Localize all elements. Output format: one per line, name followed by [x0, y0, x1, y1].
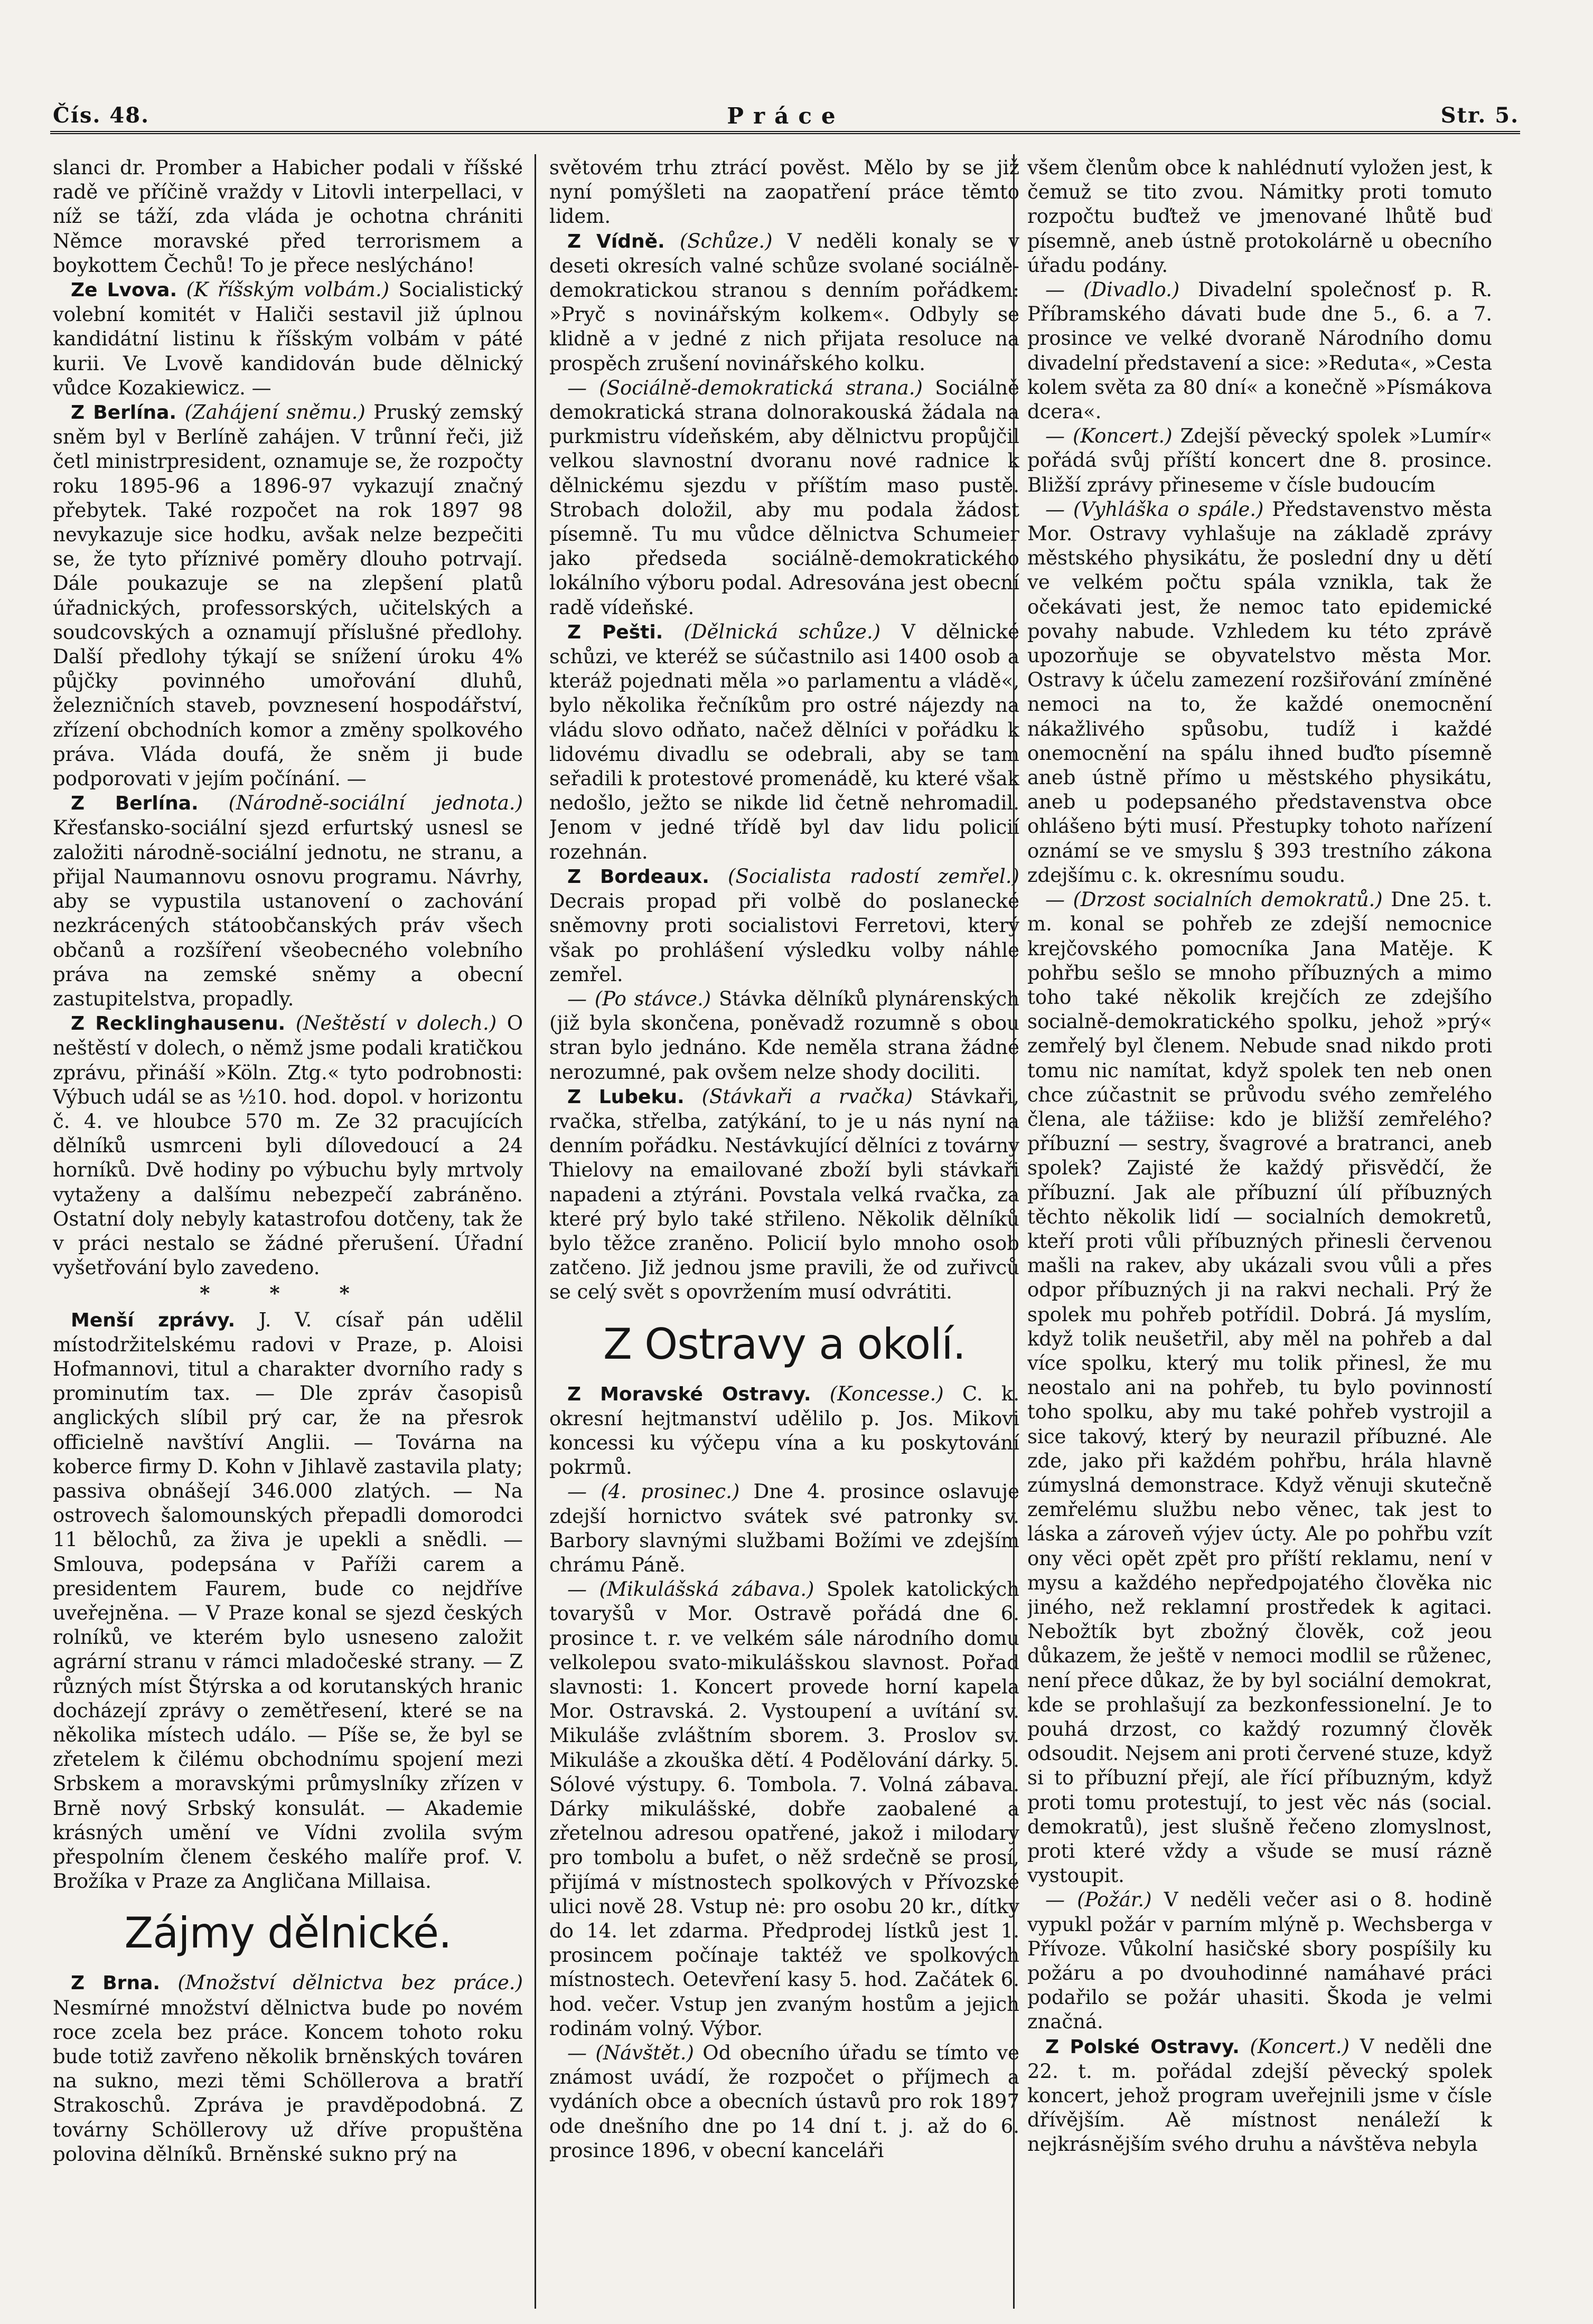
- news-item-fire: [1027, 1888, 1492, 2034]
- item-text: V dělnické schůzi, ve kteréž se súčastnilo asi 1400 osob a kteráž pojednati měla »o parlamentu a vládě«, bylo několika řečníkům pro ostré nájezdy na vládu slovo odňato, načež dělníci v pořádku k lidovému divadlu se odebrali, aby se tam seřadili k protestové promenádě, ku které však nedošlo, ježto se nikde lid četně nehromadil. Jenom v jedné třídě byl dav lidu policií rozehnán.: [549, 620, 1019, 863]
- item-subject: — (Divadlo.): [1045, 278, 1180, 302]
- item-subject: — (Mikulášská zábava.): [567, 1578, 814, 1601]
- section-heading: Zájmy dělnické.: [124, 1908, 452, 1958]
- item-text: Spolek katolických tovaryšů v Mor. Ostravě pořádá dne 6. prosince t. r. ve velkém sále národního domu velkolepou svato-mikulášskou slavnost. Pořad slavnosti: 1. Koncert provede horní kapela Mor. Ostravská. 2. Vystoupení a uvítání sv. Mikuláše zvláštním sborem. 3. Proslov sv. Mikuláše a zkouška dětí. 4 Podělování dárky. 5. Sólové výstupy. 6. Tombola. 7. Volná zábava. Dárky mikulášské, dobře zaobalené a zřetelnou adresou opatřené, jakož i milodary pro tombolu a bufet, o něž srdečně se prosí, přijímá v místnostech spolkových v Přívozské ulici nově 28. Vstup nė: pro osobu 20 kr., dítky do 14. let zdarma. Předprodej lístků jest 1. prosincem počínaje taktéž ve spolkových místnostech. Oetevření kasy 5. hod. Začátek 6. hod. večer. Vstup jen zvaným hostům a jejich rodinám volný. Výbor.: [549, 1578, 1019, 2040]
- item-text: Dne 4. prosince oslavuje zdejší hornictvo svátek své patronky sv. Barbory slavnými službami Božími ve zdejším chrámu Páně.: [549, 1480, 1019, 1576]
- item-text: Socialistický volební komitét v Haliči sestavil již úplnou kandidátní listinu k říšským volbám v páté kurii. Ve Lvově kandidován bude dělnický vůdce Kozakiewicz. —: [53, 278, 523, 399]
- article-continuation: všem členům obce k nahlédnutí vyložen jest, k čemuž se tito zvou. Námitky proti tomuto rozpočtu buďtež ve jmenované lhůtě buď písemně, aneb ústně protokolárně u obecního úřadu podány.: [1027, 156, 1492, 277]
- news-item-bordeaux: [549, 864, 1019, 987]
- dateline: Menší zprávy.: [71, 1309, 236, 1331]
- item-subject: — (Vyhláška o spále.): [1045, 497, 1264, 521]
- item-subject: — (Po stávce.): [567, 987, 711, 1010]
- news-item-brno: [53, 1971, 523, 2167]
- dateline: Z Recklinghausenu.: [71, 1013, 286, 1035]
- dateline: Z Vídně.: [567, 230, 665, 252]
- news-item-scarlet-fever: [1027, 497, 1492, 888]
- item-text: V neděli večer asi o 8. hodině vypukl požár v parním mlýně p. Wechsberga v Přívoze. Vůkolní hasičské sbory pospíšily ku požáru a po dvouhodinné namáhavé práci podařilo se požár uhasiti. Škoda je velmi značná.: [1027, 1888, 1492, 2034]
- dateline: Z Brna.: [71, 1972, 161, 1994]
- news-item-berlin-2: [53, 791, 523, 1011]
- dateline: Z Berlína.: [71, 793, 199, 815]
- section-heading: Z Ostravy a okolí.: [603, 1319, 966, 1369]
- article-continuation: světovém trhu ztrácí pověst. Mělo by se již nyní pomýšleti na zaopatření práce těmto lidem.: [549, 156, 1019, 228]
- news-item-polska-ostrava: [1027, 2035, 1492, 2157]
- item-subject: (Dělnická schůze.): [683, 620, 881, 643]
- news-item-lubeck: [549, 1085, 1019, 1305]
- news-item-pest: [549, 620, 1019, 864]
- dateline: Z Moravské Ostravy.: [567, 1383, 811, 1405]
- dateline: Z Pešti.: [567, 621, 663, 643]
- news-item-theatre: [1027, 278, 1492, 424]
- item-subject: (Schůze.): [679, 229, 773, 252]
- item-text: V neděli dne 22. t. m. pořádal zdejší pěvecký spolek koncert, jehož program uveřejnili jsme v čísle dřívějším. Aě místnost nenáleží k nejkrásnějším svého druhu a návštěva nebyla: [1027, 2035, 1492, 2156]
- item-subject: — (4. prosinec.): [567, 1480, 740, 1503]
- news-item-small-reports: [53, 1308, 523, 1894]
- item-text: Pruský zemský sněm byl v Berlíně zahájen. V trůnní řeči, již četl ministrpresident, oznamuje se, že rozpočty roku 1895-96 a 1896-97 vykazují značný přebytek. Také rozpočet na rok 1897 98 nevykazuje sice hodku, avšak nelze bezpečiti se, že tyto příznivé poměry dlouho potrvají. Dále poukazuje se na zlepšení platů úřadnických, professorských, učitelských a soudcovských a oznamují příslušné předlohy. Další předlohy týkají se snížení úroku 4% půjčky povinného umořování dluhů, železničních staveb, povznesení hospodářství, zřízení obchodních komor a změny spolkového práva. Vláda doufá, že sněm ji bude podporovati v jejím počínání. —: [53, 401, 523, 791]
- column-divider: [535, 154, 536, 2309]
- news-item-lvov: [53, 278, 523, 400]
- dateline: Z Bordeaux.: [567, 865, 709, 888]
- news-item-barbora: [549, 1480, 1019, 1577]
- news-item-berlin: [53, 400, 523, 791]
- item-text: Stávka dělníků plynárenských (již byla skončena, poněvadž rozumně s obou stran bylo jednáno. Kde neměla strana žádné nerozumné, pak ovšem nelze shody dociliti.: [549, 987, 1019, 1084]
- item-subject: (Socialista radostí zemřel.): [728, 864, 1019, 888]
- item-text: Stávkaři, rvačka, střelba, zatýkání, to je u nás nyní na denním pořádku. Nestávkující dělníci z továrny Thielovy na emailované zboží byli stávkaři napadeni a ztýráni. Povstala velká rvačka, za které prý bylo také střileno. Několik dělníků bylo těžce zraněno. Policií bylo mnoho osob zatčeno. Již jednou jsme pravili, že od zuřivců se celý svět s opovržením musí odvrátiti.: [549, 1085, 1019, 1304]
- item-subject: (Zahájení sněmu.): [184, 401, 366, 424]
- news-item-bordeaux-2: [549, 987, 1019, 1085]
- dateline: Z Berlína.: [71, 402, 177, 424]
- item-text: Představenstvo města Mor. Ostravy vyhlašuje na základě zprávy městského physikátu, že poslední dny u dětí ve velkém počtu spála vznikla, tak že očekávati jest, že nemoc tato epidemické povahy nabude. Vzhledem ku této zprávě upozorňuje se obyvatelstvo města Mor. Ostravy k účelu zamezení rozšiřování zmíněné nemoci na to, že každé onemocnění nákažlivého spůsobu, tudíž i každé onemocnění na spálu ihned buďto písemně aneb ústně přímo u městského physikátu, aneb u podepsaného představenstva obce ohlášeno býti musí. Přestupky tohoto nařízení oznámí se ve smyslu § 393 trestního zákona zdejšímu c. k. okresnímu soudu.: [1027, 497, 1492, 887]
- news-item-notice: [549, 2041, 1019, 2163]
- item-subject: — (Sociálně-demokratická strana.): [567, 376, 923, 399]
- item-subject: (Neštěstí v dolech.): [295, 1012, 497, 1035]
- news-item-funeral: [1027, 888, 1492, 1888]
- item-subject: — (Koncert.): [1045, 425, 1173, 448]
- dateline: Ze Lvova.: [71, 279, 177, 302]
- column-3: [1027, 156, 1492, 2310]
- item-text: V neděli konaly se v deseti okresích valné schůze svolané sociálně-demokratickou stranou s denním pořádkem: »Pryč s novinářským kolkem«. Odbyly se klidně a v jedné z nich přijata resoluce na prospěch zrušení novinářského kolku.: [549, 229, 1019, 375]
- news-item-vienna-2: [549, 376, 1019, 620]
- item-text: O neštěstí v dolech, o němž jsme podali kratičkou zprávu, přináší »Köln. Ztg.« tyto podrobnosti: Výbuch udál se as ½10. hod. dopol. v horizontu č. 4. ve hloubce 570 m. Ze 32 pracujících dělníků usmrceni byli dílovedoucí a 24 horníků. Dvě hodiny po výbuchu byly mrtvoly vytaženy a dalšímu nebezpečí zabráněno. Ostatní doly nebyly katastrofou dotčeny, tak že v práci nestalo se žádné přerušení. Úřadní vyšetřování bylo zavedeno.: [53, 1012, 523, 1279]
- column-1: [53, 156, 523, 2310]
- item-text: J. V. císař pán udělil místodržitelskému radovi v Praze, p. Aloisi Hofmannovi, titul a charakter dvorního rady s prominutím tax. — Dle zpráv časopisů anglických slíbil prý car, že na přesrok officielně navštíví Anglii. — Továrna na koberce firmy D. Kohn v Jihlavě zastavila platy; passiva obnášejí 346.000 zlatých. — Na ostrovech šalomounských přepadli domorodci 11 bělochů, za živa je upekli a snědli. — Smlouva, podepsána v Paříži carem a presidentem Faurem, bude co nejdříve uveřejněna. — V Praze konal se sjezd českých rolníků, ve kterém bylo usneseno založit agrární stranu v rámci mladočeské strany. — Z různých míst Štýrska a od korutanských hranic docházejí zprávy o zemětřesení, které se na několika místech událo. — Píše se, že byl se zřetelem k čilému obchodnímu spojení mezi Srbskem a moravskými průmyslníky zřízen v Brně nový Srbský konsulát. — Akademie krásných umění ve Vídni zvolila svým přespolním členem českého malíře prof. V. Brožíka v Praze za Angličana Millaisa.: [53, 1308, 523, 1893]
- item-text: Zdejší pěvecký spolek »Lumír« pořádá svůj příští koncert dne 8. prosince. Bližší zprávy přineseme v čísle budoucím: [1027, 425, 1492, 496]
- page-header: [53, 103, 1519, 140]
- item-subject: — (Požár.): [1045, 1888, 1152, 1912]
- item-text: Křesťansko-sociální sjezd erfurtský usnesl se založiti národně-sociální jednotu, ne stranu, a přijal Naumannovu osnovu programu. Návrhy, aby se vypustila ustanovení o zachování nezkrácených státoobčanských práv všech občanů a rozšíření všeobecného volebního práva na zemské sněmy a obecní zastupitelstva, propadly.: [53, 816, 523, 1010]
- issue-number: Čís. 48.: [53, 103, 149, 128]
- column-2: [549, 156, 1019, 2310]
- item-subject: (K říšským volbám.): [186, 278, 390, 302]
- news-item-vienna: [549, 229, 1019, 376]
- news-item-recklinghausen: [53, 1011, 523, 1280]
- item-subject: (Národně-sociální jednota.): [228, 792, 523, 815]
- newspaper-title: Práce: [727, 103, 845, 129]
- item-text: C. k. okresní hejtmanství udělilo p. Jos. Mikovi koncessi ku výčepu vína a ku poskytování pokrmů.: [549, 1382, 1019, 1479]
- page-number: Str. 5.: [1440, 103, 1519, 128]
- item-text: Decrais propad při volbě do poslanecké sněmovny proti socialistovi Ferretovi, který však po prohlášení výsledku volby náhle zemřel.: [549, 890, 1019, 986]
- item-subject: (Stávkaři a rvačka): [701, 1085, 913, 1108]
- item-subject: — (Drzost socialních demokratů.): [1045, 888, 1383, 911]
- item-text: Nesmírné množství dělnictva bude po novém roce zcela bez práce. Koncem tohoto roku bude totiž zavřeno několik brněnských továren na sukno, mezi těmi Schöllerova a bratří Strakoschů. Zpráva je pravděpodobná. Z továrny Schöllerovy už dříve propuštěna polovina dělníků. Brněnské sukno prý na: [53, 1996, 523, 2166]
- item-text: Dne 25. t. m. konal se pohřeb ze zdejší nemocnice krejčovského pomocníka Jana Matěje. K pohřbu sešlo se mnoho příbuzných a mimo toho také několik krejčích ze zdejšího socialně-demokratického spolku, jehož »prý« zemřelý byl členem. Nebude snad nikdo proti tomu nic namítat, když spolek ten neb onen chce zúčastnit se průvodu svého zemřelého člena, ale tážiise: kdo je bližší zemřelého? příbuzní — sestry, švagrové a bratranci, aneb spolek? Zajisté že každý přisvědčí, že příbuzní. Jak ale příbuzní úlí příbuzných těchto několik lidí — socialních demokretů, kteří proti vůli příbuzných přinesli červenou mašli na rakev, aby ukázali svou vůli a přes odpor příbuzných ji na rakvi nechali. Prý že spolek mu pohřeb potřídil. Dobrá. Já myslím, když tolik neušetřil, aby měl na pohřeb a dal více spolku, který mu tolik přinesl, že mu neostalo ani na pohřeb, tu bylo povinností toho spolku, aby mu také pohřeb vystrojil a sice takový, který by neurazil příbuzné. Ale zde, jako při každém pohřbu, hrála hlavně zúmyslná demonstrace. Když věnuji skutečně zemřelému službu nebo věnec, tak jest to láska a zároveň výjev úcty. Ale po pohřbu vzít ony věci opět zpět pro příští reklamu, není v mysu a každého nepředpojatého člověka nic jiného, než reklamní prostředek k agitaci. Nebožtík byt zbožný člověk, což jeou důkazem, že ještě v nemoci modlil se růženec, není přece důkaz, že by byl sociální demokrat, kde se prohlašují za bezkonfessionelní. Je to pouhá drzost, co každý rozumný člověk odsoudit. Nejsem ani proti červené stuze, když si to příbuzní přejí, ale řící příbuzným, když proti tomu protestují, to jest věc nás (social. demokratů), jest slušně řečeno zlomyslnost, proti které vždy a všude se musí rázně vystoupit.: [1027, 888, 1492, 1887]
- item-text: Od obecního úřadu se tímto ve známost uvádí, že rozpočet o příjmech a vydáních obce a obecních ústavů pro rok 1897 ode dnešního dne po 14 dní t. j. až do 6. prosince 1896, v obecní kanceláři: [549, 2041, 1019, 2162]
- item-subject: (Množství dělnictva bez práce.): [177, 1971, 523, 1994]
- dateline: Z Lubeku.: [567, 1086, 685, 1108]
- item-subject: (Koncesse.): [829, 1382, 944, 1405]
- item-text: Sociálně demokratická strana dolnorakouská žádala na purkmistru vídeňském, aby dělnictvu propůjčil velkou slavnostní dvoranu nové radnice k dělnickému sjezdu v příštím maso pustě. Strobach doložil, aby mu podala žádost písemně. Tu mu vůdce dělnictva Schumeier jako předseda sociálně-demokratického lokálního výboru podal. Adresována jest obecní radě vídeňské.: [549, 376, 1019, 619]
- item-subject: (Koncert.): [1250, 2035, 1350, 2058]
- header-rule: [50, 131, 1520, 134]
- dateline: Z Polské Ostravy.: [1045, 2036, 1240, 2058]
- news-item-moravska-ostrava: [549, 1382, 1019, 1480]
- section-separator: * * *: [200, 1282, 376, 1305]
- article-continuation: slanci dr. Promber a Habicher podali v říšské radě ve příčině vraždy v Litovli interpellaci, v níž se táží, zda vláda je ochotna chrániti Němce moravské před terrorismem a boykottem Čechů! To je přece neslýcháno!: [53, 156, 523, 277]
- news-item-concert: [1027, 424, 1492, 497]
- item-text: Divadelní společnosť p. R. Příbramského dávati bude dne 5., 6. a 7. prosince ve velké dvoraně Národního domu divadelní představení a sice: »Reduta«, »Cesta kolem světa za 80 dní« a konečně »Písmákova dcera«.: [1027, 278, 1492, 424]
- item-subject: — (Návštět.): [567, 2041, 694, 2065]
- news-item-mikulas: [549, 1577, 1019, 2041]
